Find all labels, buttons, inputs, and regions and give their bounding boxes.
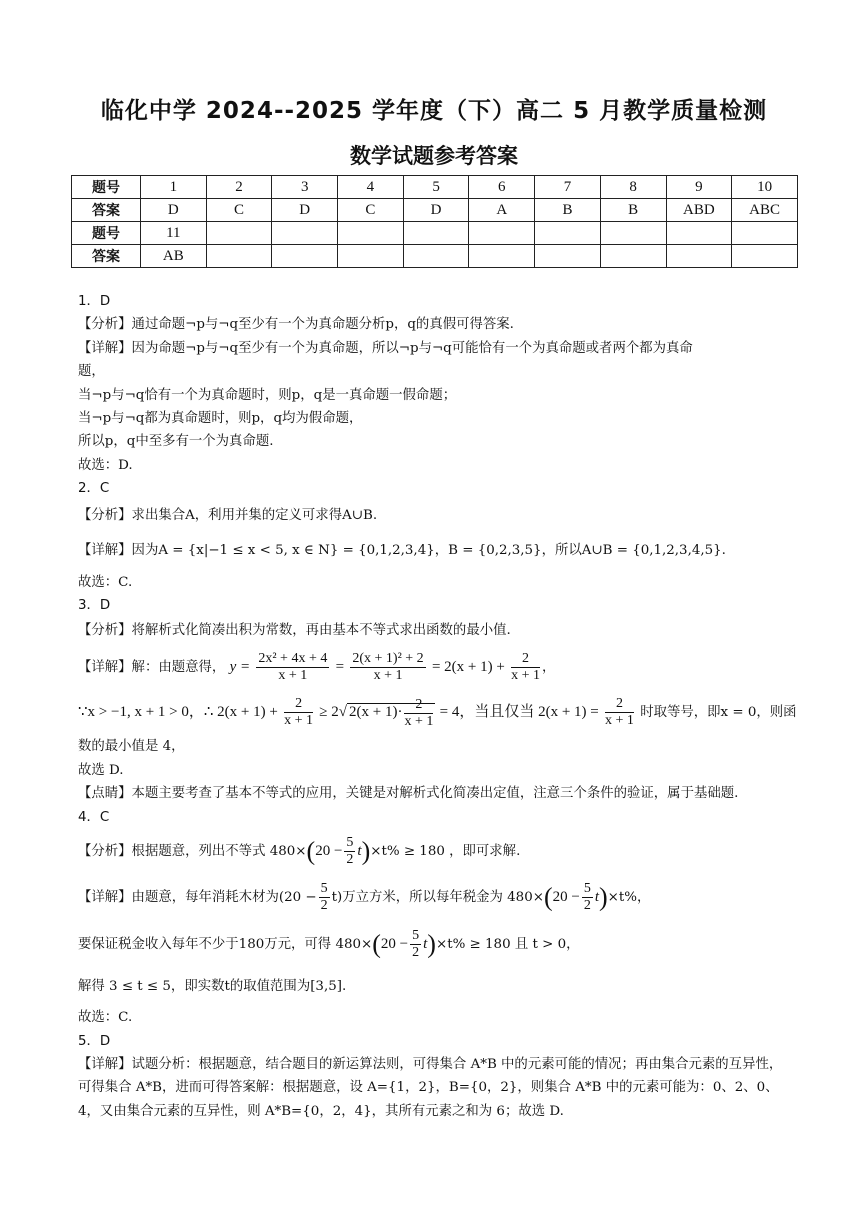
table-cell: 9 <box>666 176 732 199</box>
table-cell: 8 <box>600 176 666 199</box>
row-label-answer: 答案 <box>72 245 141 268</box>
table-cell: ABD <box>666 199 732 222</box>
question-1-choice: 故选：D. <box>78 457 133 473</box>
question-2-analysis: 【分析】求出集合A，利用并集的定义可求得A∪B. <box>78 507 378 523</box>
question-1-detail: 【详解】因为命题¬p与¬q至少有一个为真命题，所以¬p与¬q可能恰有一个为真命题或者两个都为真命 <box>78 340 693 356</box>
question-3-comment: 【点睛】本题主要考查了基本不等式的应用，关键是对解析式化简凑出定值，注意三个条件的验证，属于基础题. <box>78 786 739 802</box>
table-cell <box>535 245 601 268</box>
question-3-result: 数的最小值是 4， <box>78 739 185 755</box>
table-cell <box>666 245 732 268</box>
question-2-choice: 故选：C. <box>78 574 133 590</box>
question-3-detail: 【详解】解：由题意得， y = $\frac{\text{2x² + 4x + 4}}{x + 1}$ = $\frac{\text{2(x + 1)² + 2}}{x + 1}$ = 2(x + 1) + $\frac{2}{x + 1}$ ， <box>78 651 556 684</box>
table-cell: 5 <box>403 176 469 199</box>
table-cell: D <box>403 199 469 222</box>
table-cell <box>535 222 601 245</box>
table-cell <box>469 222 535 245</box>
eq-mid: = 2(x + 1) + <box>431 659 505 676</box>
row-label-answer: 答案 <box>72 199 141 222</box>
table-cell <box>272 245 338 268</box>
table-cell: C <box>206 199 272 222</box>
table-cell: B <box>600 199 666 222</box>
table-cell: 2 <box>206 176 272 199</box>
answer-table <box>71 175 798 268</box>
question-4-detail: 【详解】由题意，每年消耗木材为(20 − $\frac{5}{2}$ t)万立方米，所以每年税金为 480×(20 − $\frac{5}{2}$ t)×t%， <box>78 881 651 914</box>
question-2-heading: 2．C <box>78 481 110 497</box>
table-cell <box>403 222 469 245</box>
table-cell: 3 <box>272 176 338 199</box>
question-1-heading: 1．D <box>78 294 111 309</box>
table-cell: 11 <box>141 222 207 245</box>
table-cell <box>600 222 666 245</box>
table-cell: 1 <box>141 176 207 199</box>
table-cell <box>338 222 404 245</box>
table-row <box>72 199 798 222</box>
table-cell <box>272 222 338 245</box>
fraction: $\frac{2}{x + 1}$ <box>605 696 634 729</box>
question-3-inequality: ∵x > −1, x + 1 > 0，∴ 2(x + 1) + $\frac{2}{x + 1}$ ≥ 2√ 2(x + 1)· $\frac{2}{x + 1}$ = 4，当且仅当 2(x + 1) = $\frac{2}{x + 1}$ 时取等号，即x = 0，则函 <box>78 696 797 729</box>
page-title: 临化中学 2024--2025 学年度（下）高二 5 月教学质量检测 <box>100 98 768 124</box>
eq-y: y = <box>229 659 251 676</box>
table-cell: 6 <box>469 176 535 199</box>
table-cell: 4 <box>338 176 404 199</box>
question-3-choice: 故选 D. <box>78 762 124 778</box>
question-1-detail: 题， <box>78 364 105 380</box>
table-cell <box>600 245 666 268</box>
table-cell: 7 <box>535 176 601 199</box>
question-5-heading: 5．D <box>78 1033 111 1049</box>
table-cell: ABC <box>732 199 798 222</box>
table-cell: AB <box>141 245 207 268</box>
page-subtitle: 数学试题参考答案 <box>350 144 518 168</box>
table-row <box>72 245 798 268</box>
question-5-detail: 【详解】试题分析：根据题意，结合题目的新运算法则，可得集合 A*B 中的元素可能的情况；再由集合元素的互异性，可得集合 A*B，进而可得答案解：根据题意，设 A={1，2}，B={0，2}，则集合 A*B 中的元素可能为：0、2、0、4，又由集合元素的互异性，则 A*B={0，2，4}，其所有元素之和为 6；故选 D. <box>78 1056 783 1119</box>
table-cell: D <box>272 199 338 222</box>
table-cell: D <box>141 199 207 222</box>
question-4-heading: 4．C <box>78 809 110 825</box>
table-cell: C <box>338 199 404 222</box>
row-label-question: 题号 <box>72 222 141 245</box>
table-cell <box>206 222 272 245</box>
question-4-requirement: 要保证税金收入每年不少于180万元，可得 480×(20 − $\frac{5}{2}$ t)×t% ≥ 180 且 t > 0， <box>78 928 580 961</box>
question-1-detail: 当¬p与¬q恰有一个为真命题时，则p，q是一真命题一假命题； <box>78 387 457 403</box>
question-3-heading: 3．D <box>78 598 111 614</box>
fraction: $\frac{2}{x + 1}$ <box>511 651 540 684</box>
question-1-detail: 当¬p与¬q都为真命题时，则p，q均为假命题， <box>78 411 363 427</box>
fraction: $\frac{\text{2(x + 1)² + 2}}{x + 1}$ <box>352 651 424 684</box>
table-cell: A <box>469 199 535 222</box>
fraction: $\frac{2}{x + 1}$ <box>284 696 314 729</box>
table-cell <box>666 222 732 245</box>
fraction: $\frac{\text{2x² + 4x + 4}}{x + 1}$ <box>258 651 328 684</box>
question-4-analysis: 【分析】根据题意，列出不等式 480×(20 − $\frac{5}{2}$ t)×t% ≥ 180 ，即可求解. <box>78 835 521 868</box>
table-row <box>72 176 798 199</box>
table-cell: 10 <box>732 176 798 199</box>
table-cell <box>732 245 798 268</box>
question-1-detail: 所以p，q中至多有一个为真命题. <box>78 434 274 450</box>
sqrt-expression: 2(x + 1)· $\frac{2}{x + 1}$ <box>349 696 434 729</box>
question-2-detail: 【详解】因为A = {x|−1 ≤ x < 5, x ∈ N} = {0,1,2,3,4}，B = {0,2,3,5}，所以A∪B = {0,1,2,3,4,5}. <box>78 542 726 558</box>
question-4-solution: 解得 3 ≤ t ≤ 5，即实数t的取值范围为[3,5]. <box>78 979 347 995</box>
row-label-question: 题号 <box>72 176 141 199</box>
question-1-analysis: 【分析】通过命题¬p与¬q至少有一个为真命题分析p，q的真假可得答案. <box>78 317 514 333</box>
table-cell <box>206 245 272 268</box>
table-row <box>72 222 798 245</box>
table-cell: B <box>535 199 601 222</box>
solutions-body <box>78 290 797 1123</box>
table-cell <box>403 245 469 268</box>
table-cell <box>338 245 404 268</box>
question-3-analysis: 【分析】将解析式化简凑出积为常数，再由基本不等式求出函数的最小值. <box>78 623 511 639</box>
detail-lead: 【详解】解：由题意得， <box>78 660 226 676</box>
table-cell <box>732 222 798 245</box>
question-4-choice: 故选：C. <box>78 1010 133 1026</box>
table-cell <box>469 245 535 268</box>
